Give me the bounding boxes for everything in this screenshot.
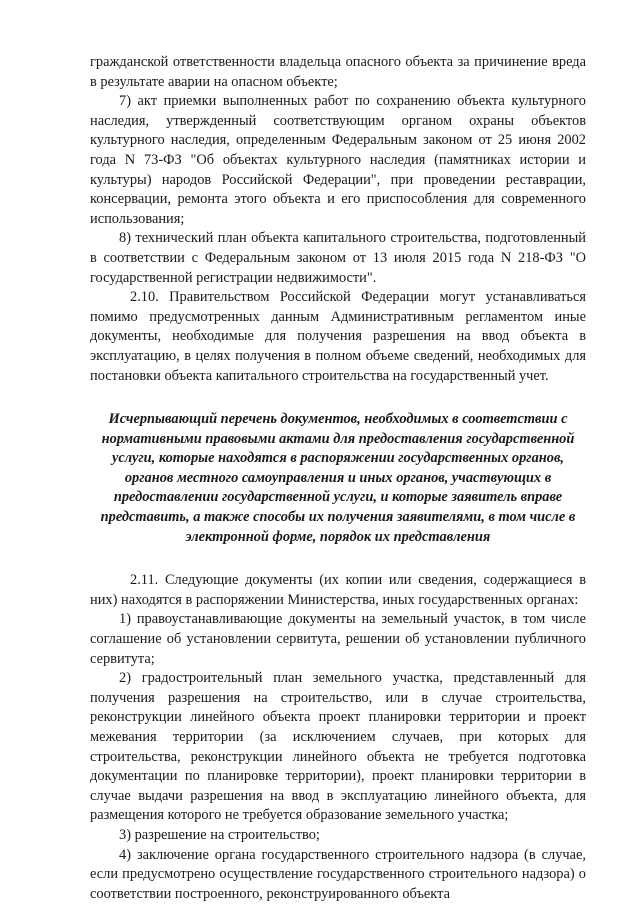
paragraph-2-10: 2.10. Правительством Российской Федерации могут устанавливаться помимо предусмотренных данным Административным регламентом иные документы, необходимые для получения разрешения на ввод объекта в эксплуатацию, в целях получения в полном объеме сведений, необходимых для постановки объекта капитального строительства на государственный учет.: [90, 289, 586, 384]
paragraph-2-11-item-1: 1) правоустанавливающие документы на земельный участок, в том числе соглашение об установлении сервитута, решении об установлении публичного сервитута;: [90, 611, 586, 667]
document-page: [90, 53, 586, 904]
paragraph-2-11: 2.11. Следующие документы (их копии или сведения, содержащиеся в них) находятся в распоряжении Министерства, иных государственных органах:: [90, 572, 586, 608]
paragraph-item-8: 8) технический план объекта капитального строительства, подготовленный в соответствии с Федеральным законом от 13 июля 2015 года N 218-ФЗ "О государственной регистрации недвижимости".: [90, 230, 586, 286]
section-heading: Исчерпывающий перечень документов, необходимых в соответствии с нормативными правовыми актами для предоставления государственной услуги, которые находятся в распоряжении государственных органов, органов местного самоуправления и иных органов, участвующих в предоставлении государственной услуги, и которые заявитель вправе представить, а также способы их получения заявителями, в том числе в электронной форме, порядок их представления: [100, 411, 576, 545]
paragraph-2-11-item-2: 2) градостроительный план земельного участка, представленный для получения разрешения на строительство, или в случае строительства, реконструкции линейного объекта проект планировки территории и проект межевания территории (за исключением случаев, при которых для строительства, реконструкции линейного объекта не требуется подготовка документации по планировке территории), проект планировки территории в случае выдачи разрешения на ввод в эксплуатацию линейного объекта, для размещения которого не требуется образование земельного участка;: [90, 670, 586, 824]
paragraph-item-7: 7) акт приемки выполненных работ по сохранению объекта культурного наследия, утвержденный соответствующим органом охраны объектов культурного наследия, определенным Федеральным законом от 25 июня 2002 года N 73-ФЗ "Об объектах культурного наследия (памятниках истории и культуры) народов Российской Федерации", при проведении реставрации, консервации, ремонта этого объекта и его приспособления для современного использования;: [90, 93, 586, 227]
paragraph-2-11-item-3: 3) разрешение на строительство;: [119, 826, 320, 843]
paragraph-2-11-item-4: 4) заключение органа государственного строительного надзора (в случае, если предусмотрено осуществление государственного строительного надзора) о соответствии построенного, реконструированного объекта: [90, 846, 586, 902]
paragraph-continuation: гражданской ответственности владельца опасного объекта за причинение вреда в результате аварии на опасном объекте;: [90, 54, 586, 90]
